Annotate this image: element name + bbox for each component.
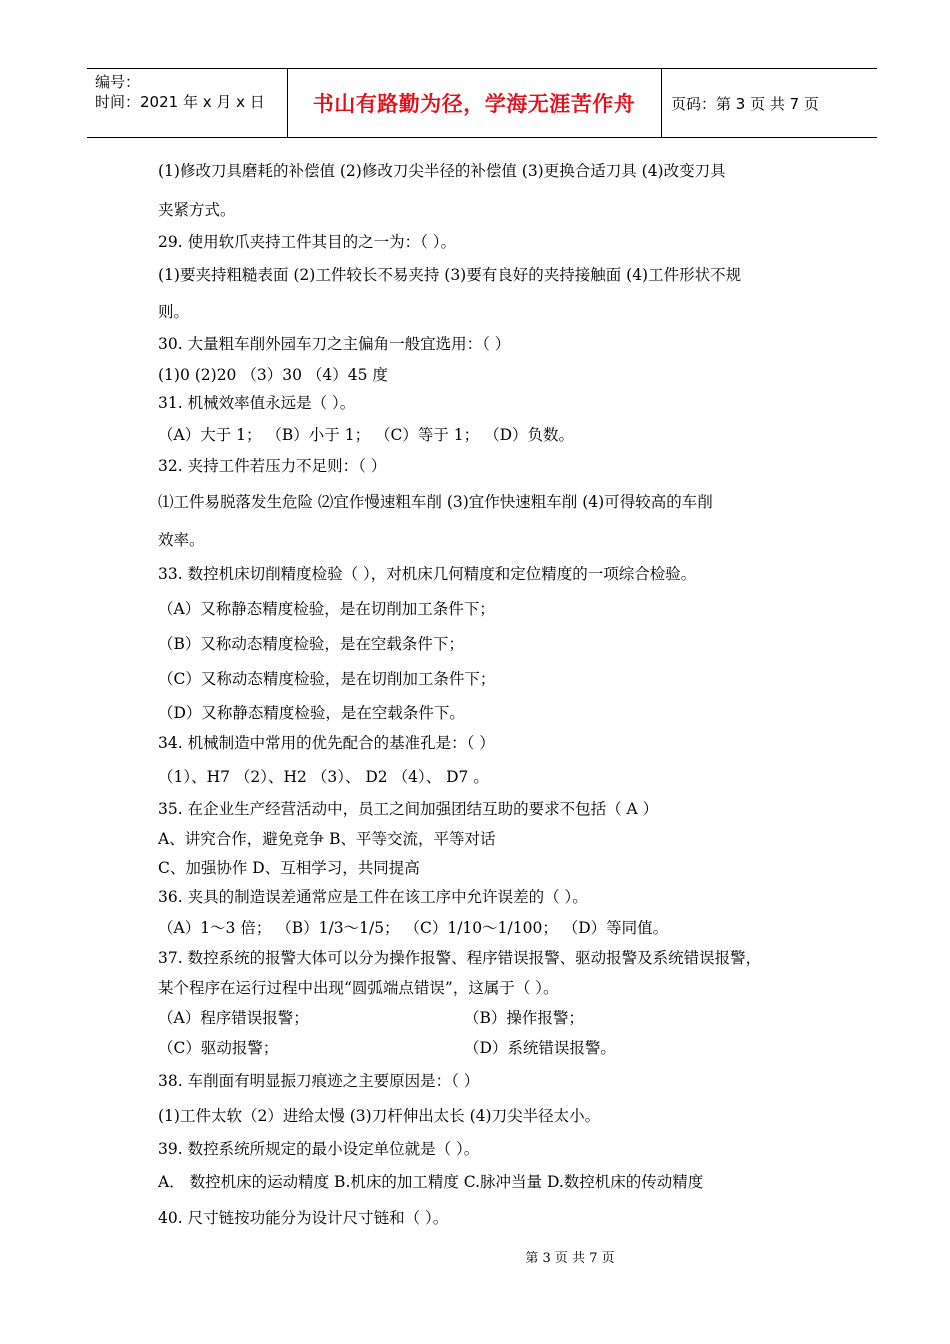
text-line: C、加强协作 D、互相学习，共同提高 [158, 859, 420, 877]
text-line: （1）、H7 （2）、H2 （3）、 D2 （4）、 D7 。 [158, 768, 489, 786]
text-line: （A）大于 1； （B）小于 1； （C）等于 1； （D）负数。 [158, 426, 575, 444]
footer-page-number: 第 3 页 共 7 页 [525, 1251, 615, 1266]
option-c: （C）驱动报警； [158, 1039, 279, 1057]
text-line: 效率。 [158, 531, 205, 549]
question-40: 40. 尺寸链按功能分为设计尺寸链和（ ）。 [158, 1209, 449, 1227]
text-line: A． 数控机床的运动精度 B.机床的加工精度 C.脉冲当量 D.数控机床的传动精度 [158, 1173, 704, 1191]
text-line: (1)工件太软（2）进给太慢 (3)刀杆伸出太长 (4)刀尖半径太小。 [158, 1107, 601, 1125]
question-31: 31. 机械效率值永远是（ ）。 [158, 394, 356, 412]
option-d: （D）系统错误报警。 [464, 1039, 616, 1057]
text-line: 则。 [158, 303, 190, 321]
question-32: 32. 夹持工件若压力不足则：（ ） [158, 457, 387, 475]
question-35: 35. 在企业生产经营活动中，员工之间加强团结互助的要求不包括（ A ） [158, 800, 659, 818]
page-header [87, 68, 877, 138]
text-line: (1)要夹持粗糙表面 (2)工件较长不易夹持 (3)要有良好的夹持接触面 (4)工件形状不规 [158, 266, 742, 284]
question-36: 36. 夹具的制造误差通常应是工件在该工序中允许误差的（ ）。 [158, 888, 588, 906]
header-page-number: 页码：第 3 页 共 7 页 [671, 94, 819, 113]
question-37: 37. 数控系统的报警大体可以分为操作报警、程序错误报警、驱动报警及系统错误报警， [158, 949, 762, 967]
text-line: ⑴工件易脱落发生危险 ⑵宜作慢速粗车削 (3)宜作快速粗车削 (4)可得较高的车削 [158, 493, 713, 511]
option-b: （B）操作报警； [464, 1009, 584, 1027]
text-line: （A）又称静态精度检验，是在切削加工条件下； [158, 600, 495, 618]
text-line: 某个程序在运行过程中出现“圆弧端点错误”，这属于（ ）。 [158, 979, 559, 997]
question-33: 33. 数控机床切削精度检验（ ），对机床几何精度和定位精度的一项综合检验。 [158, 565, 697, 583]
page-footer [0, 1247, 950, 1266]
text-line: （D）又称静态精度检验，是在空载条件下。 [158, 704, 465, 722]
text-line: （B）又称动态精度检验，是在空载条件下； [158, 635, 464, 653]
question-39: 39. 数控系统所规定的最小设定单位就是（ ）。 [158, 1140, 480, 1158]
question-38: 38. 车削面有明显振刀痕迹之主要原因是：（ ） [158, 1072, 480, 1090]
text-line: (1)0 (2)20 （3）30 （4）45 度 [158, 366, 388, 384]
header-page-cell [661, 69, 877, 137]
header-motto-cell [287, 69, 662, 137]
text-line: (1)修改刀具磨耗的补偿值 (2)修改刀尖半径的补偿值 (3)更换合适刀具 (4)改变刀具 [158, 162, 726, 180]
text-line: A、讲究合作，避免竞争 B、平等交流，平等对话 [158, 830, 496, 848]
question-30: 30. 大量粗车削外园车刀之主偏角一般宜选用：（ ） [158, 335, 511, 353]
document-time-label: 时间：2021 年 x 月 x 日 [95, 93, 265, 111]
question-29: 29. 使用软爪夹持工件其目的之一为：（ ）。 [158, 233, 457, 251]
option-a: （A）程序错误报警； [158, 1009, 309, 1027]
question-34: 34. 机械制造中常用的优先配合的基准孔是：（ ） [158, 734, 495, 752]
text-line: （A）1～3 倍； （B）1/3～1/5； （C）1/10～1/100； （D）等同值。 [158, 919, 669, 937]
header-meta [87, 69, 288, 137]
text-line: 夹紧方式。 [158, 201, 236, 219]
header-motto: 书山有路勤为径，学海无涯苦作舟 [312, 92, 636, 116]
text-line: （C）又称动态精度检验，是在切削加工条件下； [158, 670, 496, 688]
document-number-label: 编号： [95, 73, 141, 91]
